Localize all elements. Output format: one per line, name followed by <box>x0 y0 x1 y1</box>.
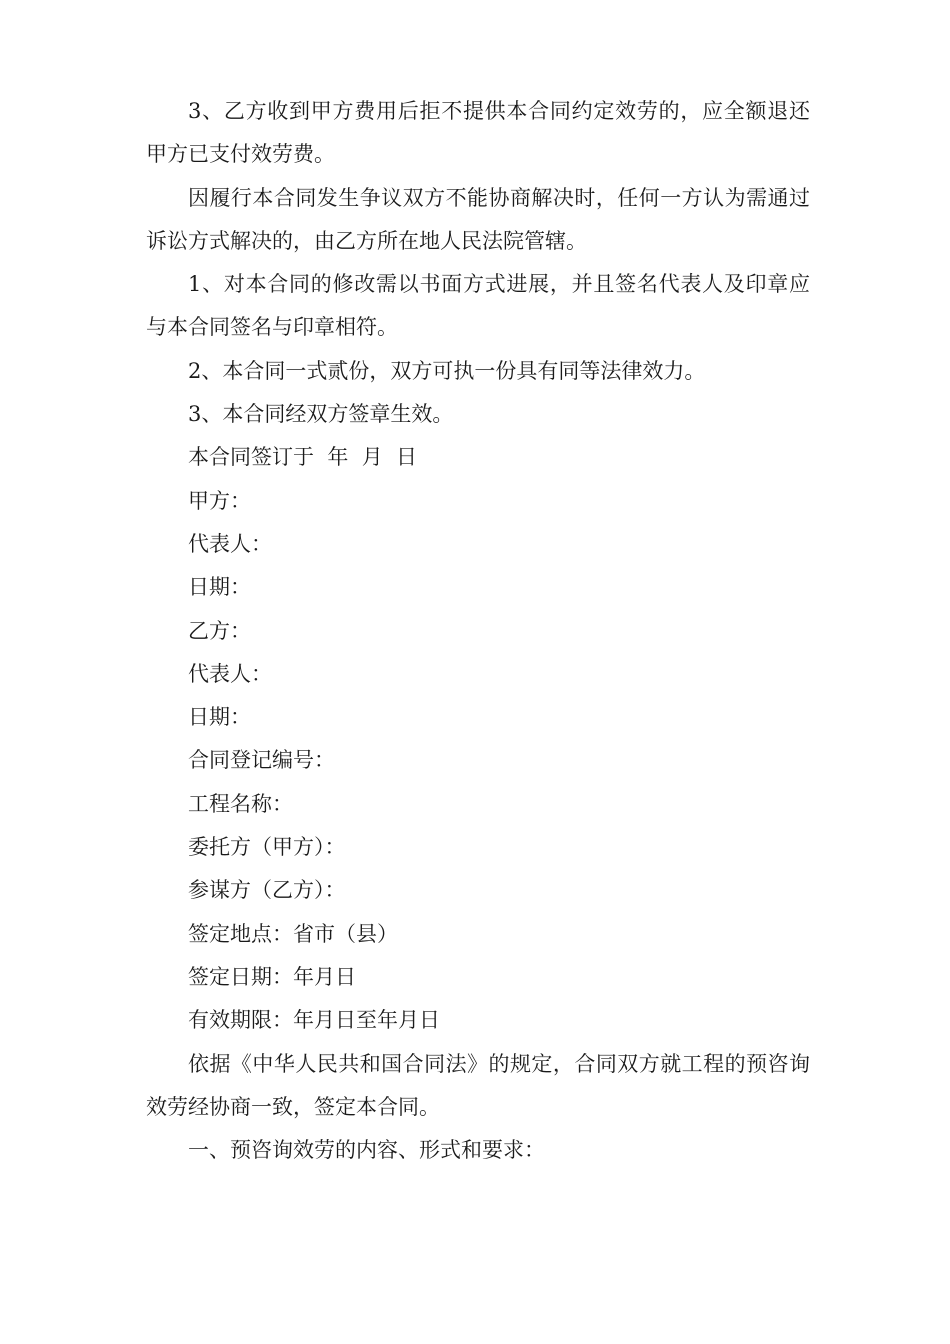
paragraph-refund-clause: 3、乙方收到甲方费用后拒不提供本合同约定效劳的，应全额退还甲方已支付效劳费。 <box>146 99 810 167</box>
party-b-date-label: 日期： <box>188 705 251 730</box>
project-name-label: 工程名称： <box>188 791 293 816</box>
party-b-label: 乙方： <box>188 618 251 643</box>
signing-date-line: 本合同签订于 年 月 日 <box>188 445 418 470</box>
consultant-party-label: 参谋方（乙方）： <box>188 878 346 903</box>
party-a-date-label: 日期： <box>188 575 251 600</box>
paragraph-amendment-clause: 1、对本合同的修改需以书面方式进展，并且签名代表人及印章应与本合同签名与印章相符。 <box>146 272 810 340</box>
party-b-representative-label: 代表人： <box>188 661 272 686</box>
signing-place-label: 签定地点：省市（县） <box>188 921 398 946</box>
paragraph-dispute-clause: 因履行本合同发生争议双方不能协商解决时，任何一方认为需通过诉讼方式解决的，由乙方所在地人民法院管辖。 <box>146 185 810 253</box>
party-a-representative-label: 代表人： <box>188 531 272 556</box>
section-heading-service-content: 一、预咨询效劳的内容、形式和要求： <box>188 1138 545 1163</box>
paragraph-legal-basis: 依据《中华人民共和国合同法》的规定，合同双方就工程的预咨询效劳经协商一致，签定本合同。 <box>146 1051 810 1119</box>
client-party-label: 委托方（甲方）： <box>188 835 346 860</box>
paragraph-effective-clause: 3、本合同经双方签章生效。 <box>188 402 454 427</box>
document-body <box>146 90 810 1172</box>
validity-period-label: 有效期限：年月日至年月日 <box>188 1008 440 1033</box>
paragraph-copies-clause: 2、本合同一式贰份，双方可执一份具有同等法律效力。 <box>188 358 706 383</box>
party-a-label: 甲方： <box>188 488 251 513</box>
contract-registration-number-label: 合同登记编号： <box>188 748 335 773</box>
signing-date-label: 签定日期：年月日 <box>188 964 356 989</box>
